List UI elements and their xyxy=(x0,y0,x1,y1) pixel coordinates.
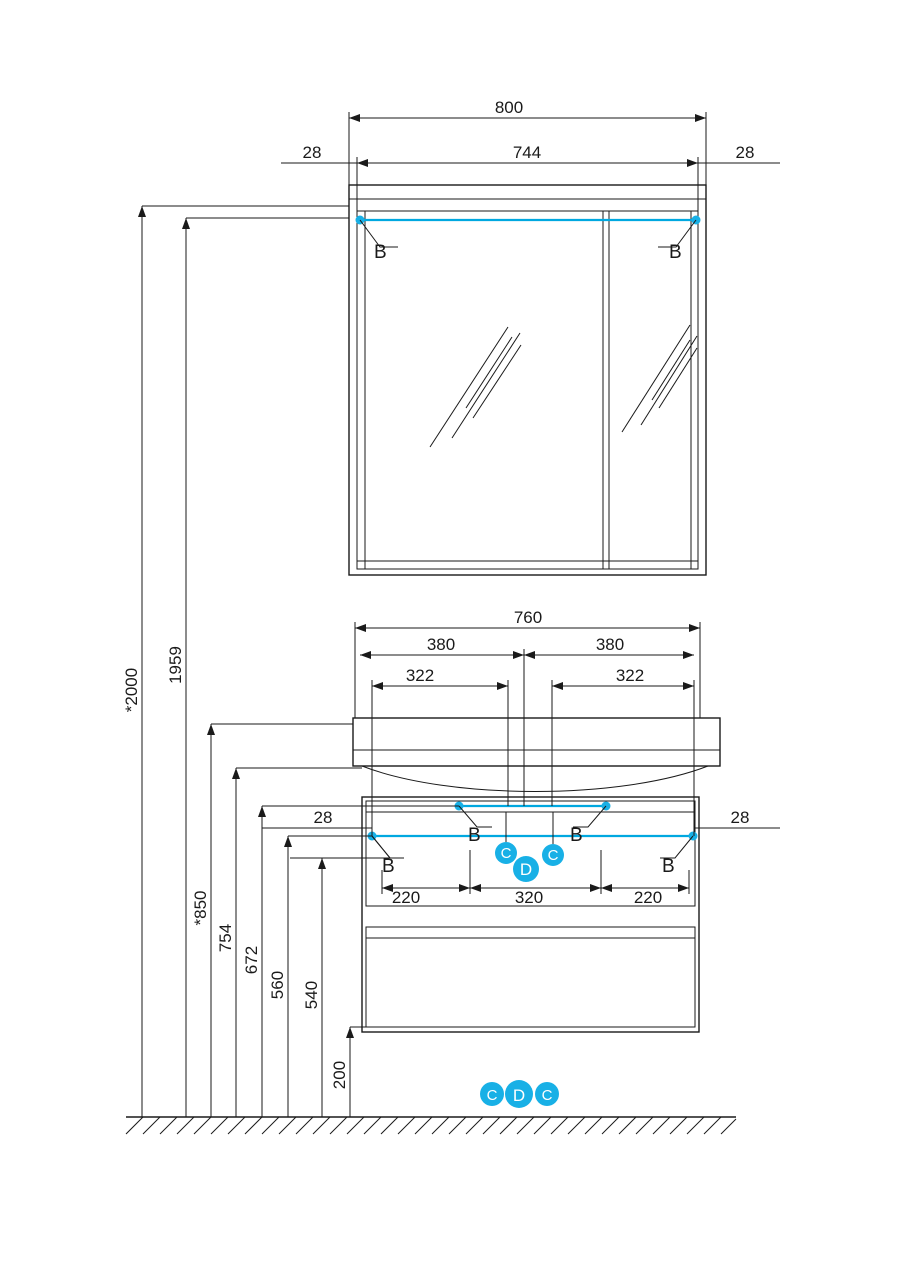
dim-200-arrow xyxy=(346,1027,354,1038)
dim-322L-arrow-right xyxy=(497,682,508,690)
dim-754-arrow xyxy=(232,768,240,779)
vanity-dimensions-lower xyxy=(382,850,689,907)
marker-cabinet-b1: B xyxy=(468,825,481,846)
dim-380L-arrow-right xyxy=(513,651,524,659)
dim-mirror-inner: 744 xyxy=(512,143,542,162)
mirror-outer-body xyxy=(349,185,706,575)
dim-height-540: 540 xyxy=(302,980,321,1010)
dim-mirror-left-offset: 28 xyxy=(302,143,322,162)
marker-mirror-right: B xyxy=(669,242,682,263)
dim-2000-arrow xyxy=(138,206,146,217)
dim-220R-arrow-left xyxy=(601,884,612,892)
height-dimensions xyxy=(122,206,459,1117)
mirror-reflection-right xyxy=(622,325,697,432)
marker-cabinet-b2: B xyxy=(570,825,583,846)
vanity-unit-view xyxy=(353,718,720,1032)
dim-height-mirror: 1959 xyxy=(166,646,185,684)
dim-cabinet-side-offset-right: 28 xyxy=(730,808,750,827)
dim-320-arrow-left xyxy=(470,884,481,892)
marker-cabinet-b4: B xyxy=(662,856,675,877)
cabinet-body xyxy=(362,797,699,1032)
dim-322L-arrow-left xyxy=(372,682,383,690)
dim-height-560: 560 xyxy=(268,970,287,1000)
badge-d-center: D xyxy=(519,860,533,879)
dim-cabinet-width-total: 760 xyxy=(513,608,543,627)
mirror-inner-frame xyxy=(357,211,698,569)
badge-c-right: C xyxy=(547,847,559,864)
marker-cabinet-b3: B xyxy=(382,856,395,877)
dim-800-arrow-left xyxy=(349,114,360,122)
mirror-reflection-left xyxy=(430,327,521,447)
cabinet-leader-b4 xyxy=(660,836,693,858)
dim-height-200: 200 xyxy=(330,1060,349,1090)
dim-height-672: 672 xyxy=(242,945,261,975)
basin-bowl-curve xyxy=(362,766,708,792)
dim-850-arrow xyxy=(207,724,215,735)
dim-lower-center: 320 xyxy=(514,888,544,907)
dim-380R-arrow-left xyxy=(524,651,535,659)
dim-height-top-ref: *2000 xyxy=(122,667,141,713)
dim-cabinet-half-right: 380 xyxy=(595,635,625,654)
floor-hatch-group xyxy=(126,1117,736,1134)
dim-540-arrow xyxy=(318,858,326,869)
legend-d-center: D xyxy=(512,1086,526,1105)
dim-mirror-right-offset: 28 xyxy=(735,143,755,162)
dim-322R-arrow-left xyxy=(552,682,563,690)
mirror-dimensions-top xyxy=(281,98,780,211)
vanity-dimensions-top xyxy=(262,608,780,858)
dim-220R-arrow-right xyxy=(678,884,689,892)
basin-slab xyxy=(353,718,720,766)
legend-badges xyxy=(480,1080,559,1108)
dim-lower-right: 220 xyxy=(633,888,663,907)
cabinet-leader-b2 xyxy=(573,806,606,827)
dim-760-arrow-right xyxy=(689,624,700,632)
dim-220L-arrow-right xyxy=(459,884,470,892)
dim-lower-left: 220 xyxy=(391,888,421,907)
dim-1959-arrow xyxy=(182,218,190,229)
dim-672-arrow xyxy=(258,806,266,817)
dim-cabinet-inner-left: 322 xyxy=(405,666,435,685)
dim-height-basin: *850 xyxy=(191,890,210,926)
legend-c-right: C xyxy=(541,1087,553,1104)
dim-cabinet-side-offset-left: 28 xyxy=(313,808,333,827)
dim-cabinet-half-left: 380 xyxy=(426,635,456,654)
dim-380L-arrow-left xyxy=(360,651,371,659)
marker-mirror-left: B xyxy=(374,242,387,263)
dim-mirror-width-total: 800 xyxy=(494,98,524,117)
cabinet-drawer-lower xyxy=(366,927,695,1027)
dim-744-arrow-left xyxy=(357,159,368,167)
badge-c-left: C xyxy=(500,845,512,862)
dim-800-arrow-right xyxy=(695,114,706,122)
dim-560-arrow xyxy=(284,836,292,847)
cabinet-leader-b1 xyxy=(459,806,492,827)
dim-320-arrow-right xyxy=(590,884,601,892)
dim-cabinet-inner-right: 322 xyxy=(615,666,645,685)
cabinet-leader-b3 xyxy=(372,836,404,858)
floor-hatching xyxy=(126,1117,736,1134)
dim-322R-arrow-right xyxy=(683,682,694,690)
legend-c-left: C xyxy=(486,1087,498,1104)
dim-380R-arrow-right xyxy=(683,651,694,659)
cabinet-leader-b5 xyxy=(372,836,404,858)
mirror-cabinet-view xyxy=(349,185,706,575)
dim-744-arrow-right xyxy=(687,159,698,167)
dim-760-arrow-left xyxy=(355,624,366,632)
dim-height-754: 754 xyxy=(216,923,235,953)
